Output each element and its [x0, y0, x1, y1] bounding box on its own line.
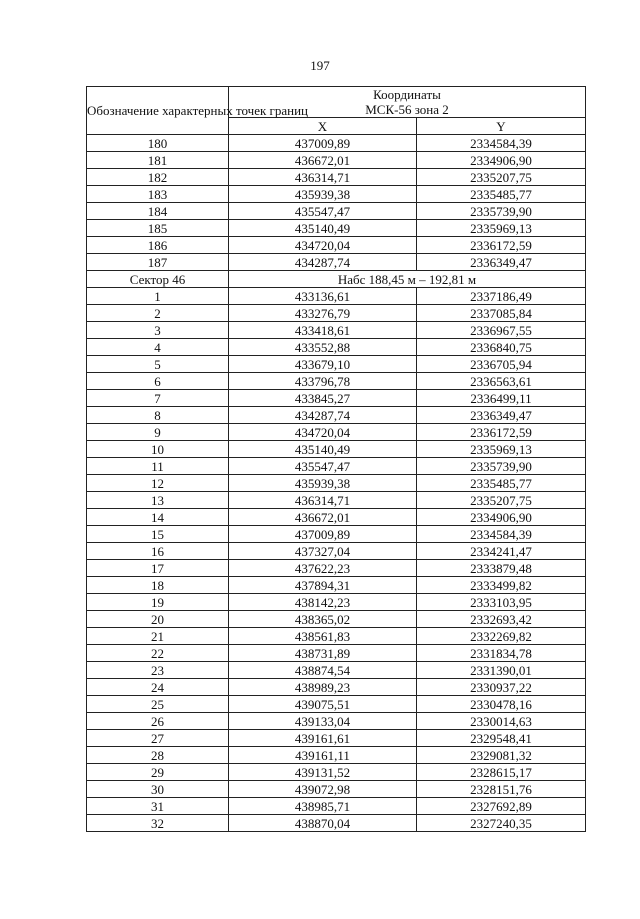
- x-coordinate-cell: 436314,71: [229, 492, 417, 509]
- x-coordinate-cell: 439131,52: [229, 764, 417, 781]
- x-coordinate-cell: 433845,27: [229, 390, 417, 407]
- table-row: [87, 237, 586, 254]
- y-coordinate-cell: 2332269,82: [417, 628, 586, 645]
- x-coordinate-cell: 436314,71: [229, 169, 417, 186]
- rows-bottom: [87, 288, 586, 832]
- x-coordinate-cell: 435140,49: [229, 220, 417, 237]
- x-coordinate-cell: 435939,38: [229, 186, 417, 203]
- y-coordinate-cell: 2331390,01: [417, 662, 586, 679]
- y-coordinate-cell: 2336349,47: [417, 254, 586, 271]
- x-coordinate-cell: 437009,89: [229, 526, 417, 543]
- x-coordinate-cell: 436672,01: [229, 152, 417, 169]
- table-row: [87, 135, 586, 152]
- y-coordinate-cell: 2336172,59: [417, 237, 586, 254]
- point-id-cell: 30: [87, 781, 229, 798]
- point-id-cell: 31: [87, 798, 229, 815]
- x-coordinate-cell: 435140,49: [229, 441, 417, 458]
- y-coordinate-cell: 2336349,47: [417, 407, 586, 424]
- y-coordinate-cell: 2336967,55: [417, 322, 586, 339]
- y-header: Y: [417, 118, 586, 135]
- point-id-cell: 25: [87, 696, 229, 713]
- point-id-cell: 9: [87, 424, 229, 441]
- x-coordinate-cell: 433679,10: [229, 356, 417, 373]
- point-id-cell: 180: [87, 135, 229, 152]
- x-coordinate-cell: 438365,02: [229, 611, 417, 628]
- table-row: [87, 373, 586, 390]
- table-row: [87, 730, 586, 747]
- x-coordinate-cell: 433796,78: [229, 373, 417, 390]
- x-coordinate-cell: 433552,88: [229, 339, 417, 356]
- x-coordinate-cell: 438985,71: [229, 798, 417, 815]
- x-coordinate-cell: 439133,04: [229, 713, 417, 730]
- y-coordinate-cell: 2335739,90: [417, 203, 586, 220]
- page-number: 197: [310, 58, 330, 73]
- table-row: [87, 594, 586, 611]
- y-coordinate-cell: 2334241,47: [417, 543, 586, 560]
- x-coordinate-cell: 437327,04: [229, 543, 417, 560]
- table-row: [87, 611, 586, 628]
- x-coordinate-cell: 434287,74: [229, 407, 417, 424]
- point-id-cell: 17: [87, 560, 229, 577]
- x-coordinate-cell: 438989,23: [229, 679, 417, 696]
- point-id-cell: 21: [87, 628, 229, 645]
- table-row: [87, 679, 586, 696]
- x-coordinate-cell: 439161,11: [229, 747, 417, 764]
- point-id-cell: 27: [87, 730, 229, 747]
- point-id-cell: 26: [87, 713, 229, 730]
- x-coordinate-cell: 437622,23: [229, 560, 417, 577]
- y-coordinate-cell: 2336563,61: [417, 373, 586, 390]
- y-coordinate-cell: 2331834,78: [417, 645, 586, 662]
- y-coordinate-cell: 2337085,84: [417, 305, 586, 322]
- table-row: [87, 696, 586, 713]
- point-id-cell: 32: [87, 815, 229, 832]
- table-row: [87, 169, 586, 186]
- point-id-cell: 184: [87, 203, 229, 220]
- y-coordinate-cell: 2330014,63: [417, 713, 586, 730]
- y-coordinate-cell: 2335207,75: [417, 169, 586, 186]
- x-header: X: [229, 118, 417, 135]
- x-coordinate-cell: 435547,47: [229, 203, 417, 220]
- x-coordinate-cell: 439072,98: [229, 781, 417, 798]
- x-coordinate-cell: 439161,61: [229, 730, 417, 747]
- x-coordinate-cell: 434287,74: [229, 254, 417, 271]
- x-coordinate-cell: 433418,61: [229, 322, 417, 339]
- x-coordinate-cell: 438731,89: [229, 645, 417, 662]
- x-coordinate-cell: 435547,47: [229, 458, 417, 475]
- coordinate-system: МСК-56 зона 2: [365, 102, 449, 117]
- x-coordinate-cell: 433136,61: [229, 288, 417, 305]
- table-row: [87, 305, 586, 322]
- point-id-cell: 15: [87, 526, 229, 543]
- point-id-cell: 187: [87, 254, 229, 271]
- y-coordinate-cell: 2335485,77: [417, 186, 586, 203]
- y-coordinate-cell: 2332693,42: [417, 611, 586, 628]
- coordinates-title: Координаты: [373, 87, 441, 102]
- y-coordinate-cell: 2329548,41: [417, 730, 586, 747]
- y-coordinate-cell: 2336705,94: [417, 356, 586, 373]
- y-coordinate-cell: 2334584,39: [417, 135, 586, 152]
- sector-row: [87, 271, 586, 288]
- point-id-cell: 22: [87, 645, 229, 662]
- x-coordinate-cell: 438870,04: [229, 815, 417, 832]
- x-coordinate-cell: 436672,01: [229, 509, 417, 526]
- y-coordinate-cell: 2333103,95: [417, 594, 586, 611]
- point-id-cell: 18: [87, 577, 229, 594]
- x-coordinate-cell: 439075,51: [229, 696, 417, 713]
- y-coordinate-cell: 2330937,22: [417, 679, 586, 696]
- point-id-cell: 12: [87, 475, 229, 492]
- point-id-cell: 19: [87, 594, 229, 611]
- point-id-cell: 183: [87, 186, 229, 203]
- y-coordinate-cell: 2335485,77: [417, 475, 586, 492]
- table-row: [87, 407, 586, 424]
- x-coordinate-cell: 435939,38: [229, 475, 417, 492]
- point-id-cell: 8: [87, 407, 229, 424]
- table-row: [87, 424, 586, 441]
- y-coordinate-cell: 2336499,11: [417, 390, 586, 407]
- table-row: [87, 288, 586, 305]
- table-row: [87, 713, 586, 730]
- point-id-cell: 1: [87, 288, 229, 305]
- point-id-cell: 29: [87, 764, 229, 781]
- y-coordinate-cell: 2335739,90: [417, 458, 586, 475]
- table-row: [87, 152, 586, 169]
- point-id-cell: 186: [87, 237, 229, 254]
- sector-height-note: Набс 188,45 м – 192,81 м: [229, 271, 586, 288]
- point-id-cell: 2: [87, 305, 229, 322]
- y-coordinate-cell: 2333879,48: [417, 560, 586, 577]
- y-coordinate-cell: 2336840,75: [417, 339, 586, 356]
- y-coordinate-cell: 2333499,82: [417, 577, 586, 594]
- y-coordinate-cell: 2334906,90: [417, 509, 586, 526]
- table-row: [87, 543, 586, 560]
- table-row: [87, 390, 586, 407]
- table-row: [87, 186, 586, 203]
- table-row: [87, 577, 586, 594]
- table-row: [87, 781, 586, 798]
- table-row: [87, 509, 586, 526]
- point-id-cell: 181: [87, 152, 229, 169]
- point-id-cell: 3: [87, 322, 229, 339]
- point-id-header: Обозначение характерных точек границ: [87, 87, 229, 135]
- x-coordinate-cell: 434720,04: [229, 424, 417, 441]
- y-coordinate-cell: 2336172,59: [417, 424, 586, 441]
- table-row: [87, 815, 586, 832]
- point-id-cell: 182: [87, 169, 229, 186]
- point-id-cell: 14: [87, 509, 229, 526]
- point-id-cell: 5: [87, 356, 229, 373]
- table-row: [87, 645, 586, 662]
- table-row: [87, 203, 586, 220]
- y-coordinate-cell: 2334906,90: [417, 152, 586, 169]
- table-row: [87, 526, 586, 543]
- point-id-cell: 10: [87, 441, 229, 458]
- point-id-cell: 24: [87, 679, 229, 696]
- rows-top: [87, 135, 586, 271]
- y-coordinate-cell: 2334584,39: [417, 526, 586, 543]
- table-row: [87, 458, 586, 475]
- y-coordinate-cell: 2327240,35: [417, 815, 586, 832]
- point-id-cell: 13: [87, 492, 229, 509]
- table-row: [87, 356, 586, 373]
- table-row: [87, 747, 586, 764]
- x-coordinate-cell: 437009,89: [229, 135, 417, 152]
- point-id-cell: 16: [87, 543, 229, 560]
- table-row: [87, 560, 586, 577]
- point-id-cell: 11: [87, 458, 229, 475]
- table-row: [87, 220, 586, 237]
- table-row: [87, 662, 586, 679]
- y-coordinate-cell: 2335969,13: [417, 441, 586, 458]
- point-id-cell: 4: [87, 339, 229, 356]
- x-coordinate-cell: 434720,04: [229, 237, 417, 254]
- y-coordinate-cell: 2335969,13: [417, 220, 586, 237]
- x-coordinate-cell: 438142,23: [229, 594, 417, 611]
- point-id-cell: 6: [87, 373, 229, 390]
- table-row: [87, 475, 586, 492]
- y-coordinate-cell: 2328615,17: [417, 764, 586, 781]
- table-row: [87, 798, 586, 815]
- x-coordinate-cell: 438874,54: [229, 662, 417, 679]
- table-row: [87, 628, 586, 645]
- y-coordinate-cell: 2328151,76: [417, 781, 586, 798]
- y-coordinate-cell: 2337186,49: [417, 288, 586, 305]
- point-id-cell: 7: [87, 390, 229, 407]
- sector-row-group: [87, 271, 586, 288]
- coordinates-table: [86, 86, 586, 832]
- table-row: [87, 492, 586, 509]
- x-coordinate-cell: 438561,83: [229, 628, 417, 645]
- point-id-cell: 185: [87, 220, 229, 237]
- point-id-cell: 28: [87, 747, 229, 764]
- table-row: [87, 441, 586, 458]
- point-id-cell: 23: [87, 662, 229, 679]
- table-row: [87, 339, 586, 356]
- table-row: [87, 254, 586, 271]
- table-row: [87, 764, 586, 781]
- y-coordinate-cell: 2330478,16: [417, 696, 586, 713]
- y-coordinate-cell: 2335207,75: [417, 492, 586, 509]
- y-coordinate-cell: 2329081,32: [417, 747, 586, 764]
- y-coordinate-cell: 2327692,89: [417, 798, 586, 815]
- x-coordinate-cell: 433276,79: [229, 305, 417, 322]
- sector-label: Сектор 46: [87, 271, 229, 288]
- table-row: [87, 322, 586, 339]
- point-id-cell: 20: [87, 611, 229, 628]
- x-coordinate-cell: 437894,31: [229, 577, 417, 594]
